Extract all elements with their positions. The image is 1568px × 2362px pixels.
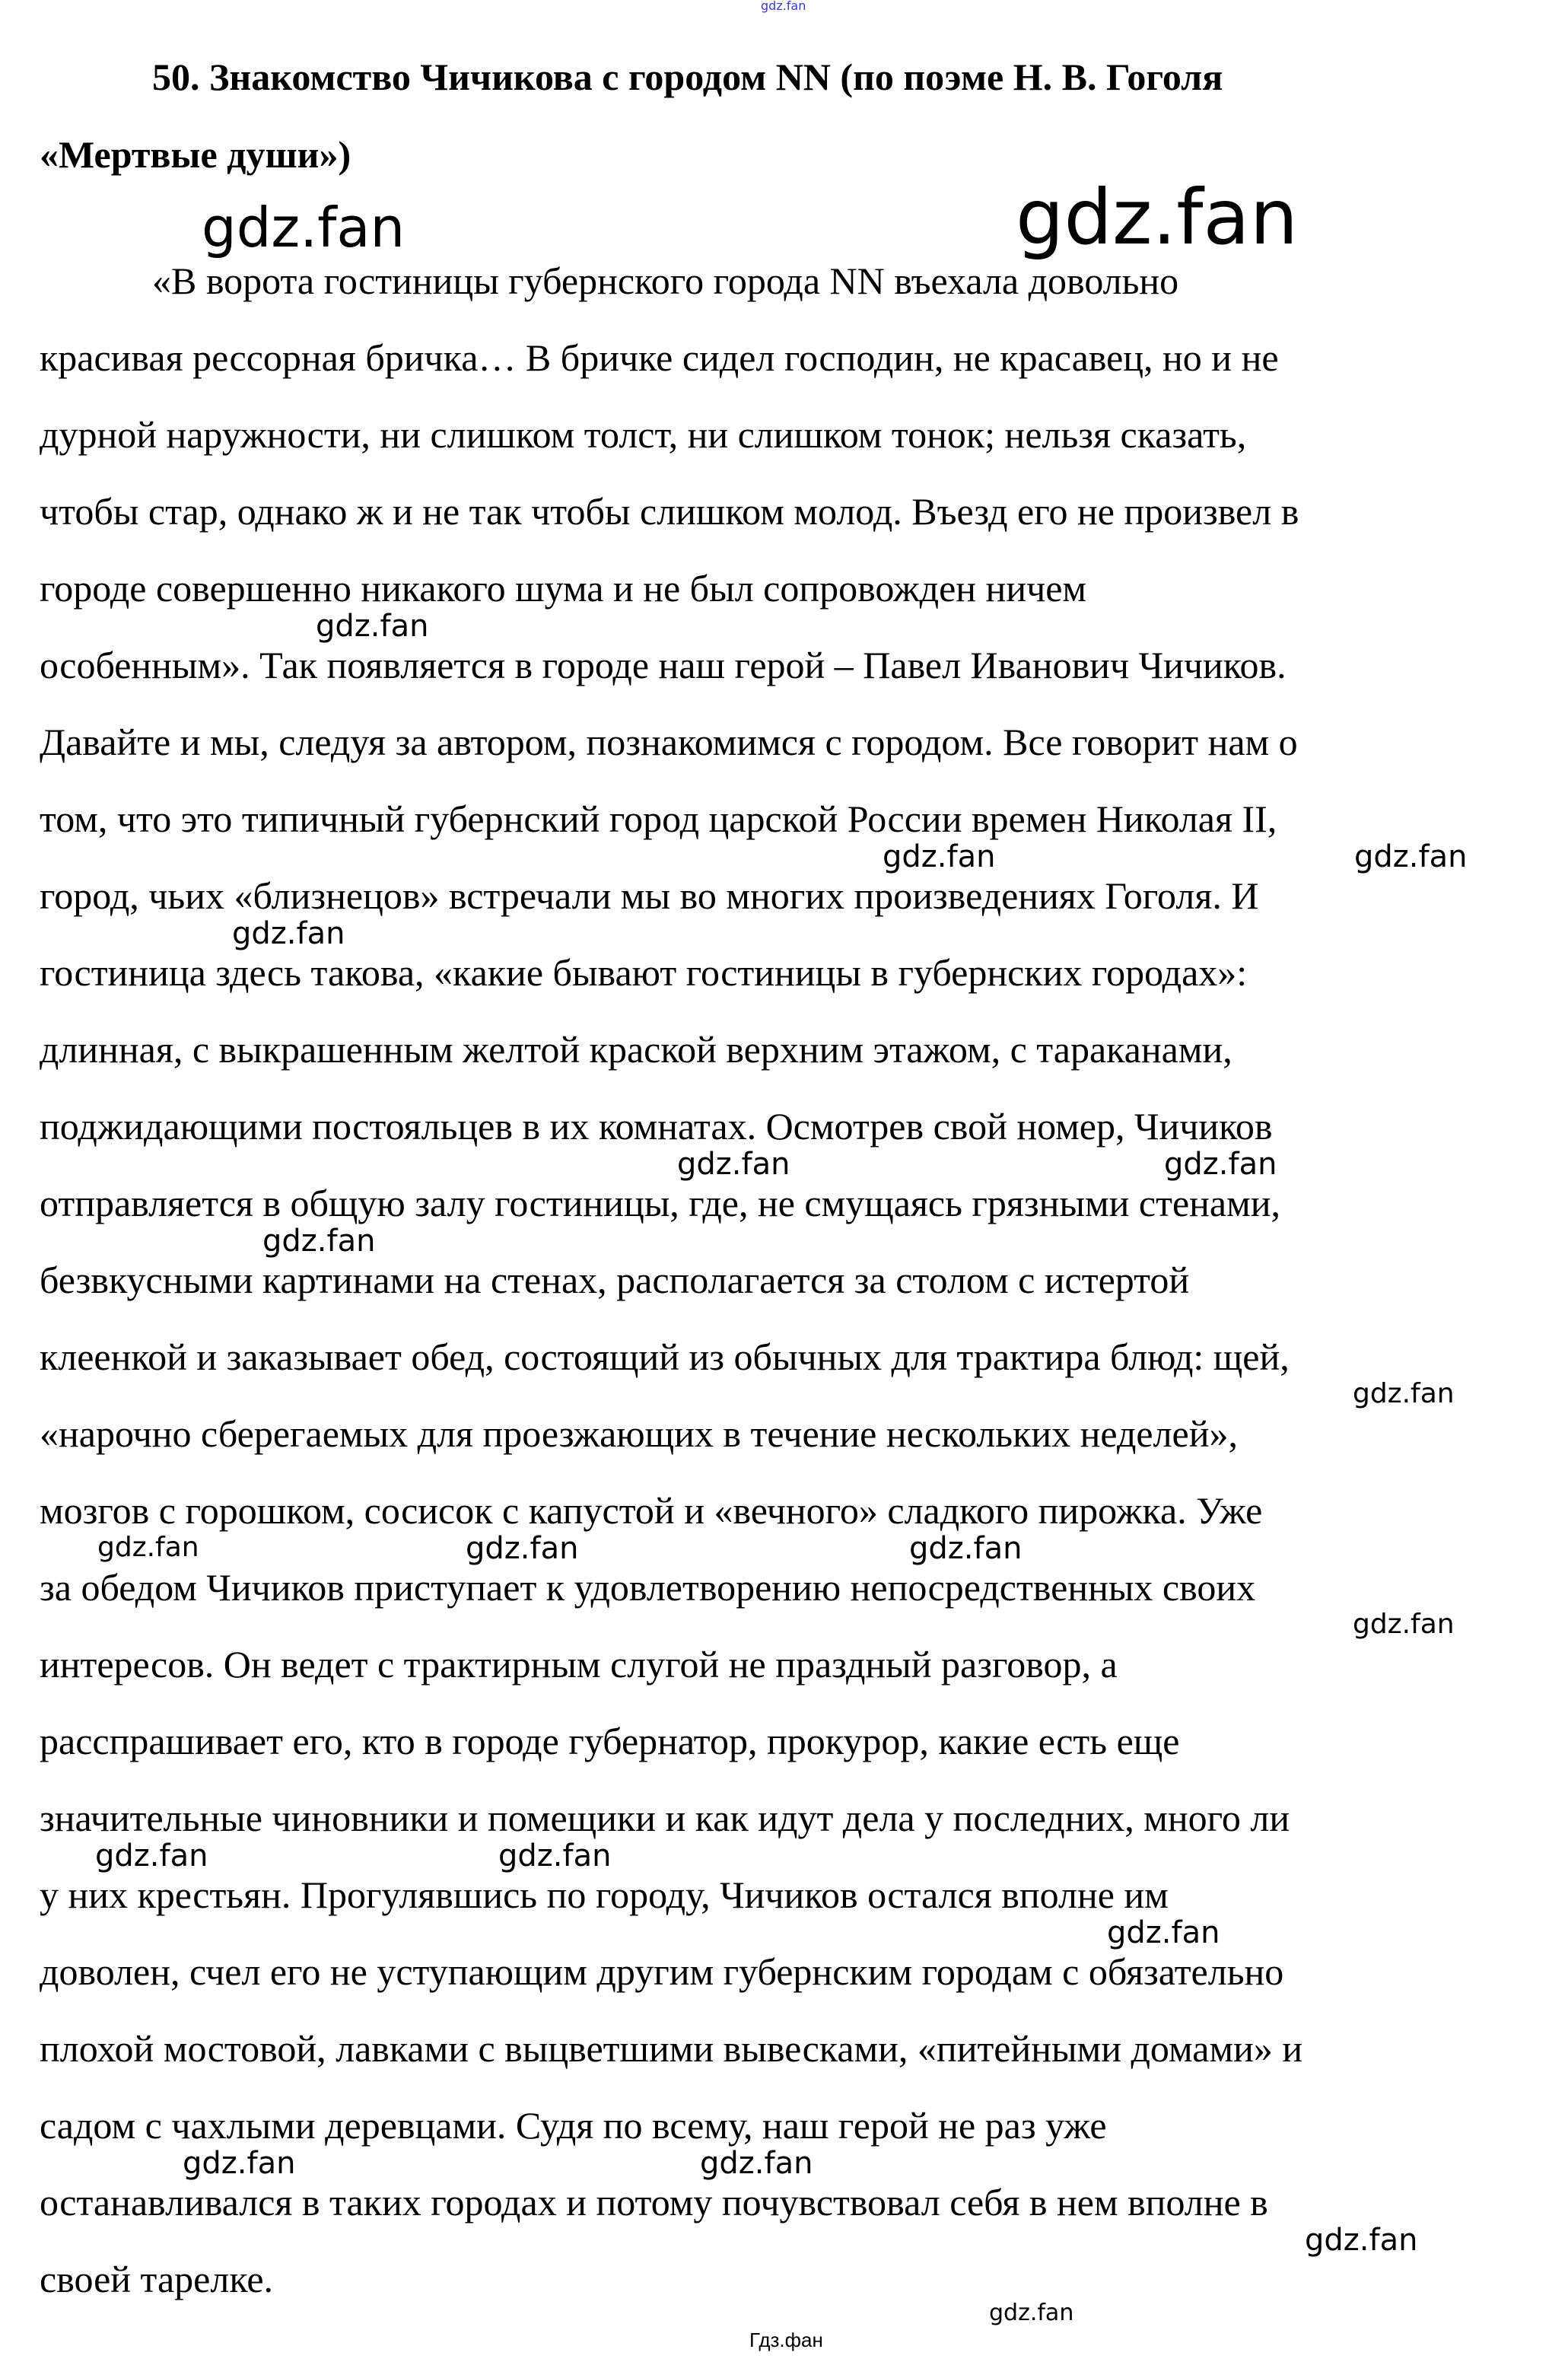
body-line: том, что это типичный губернский город царской России времен Николая II, [40, 797, 1277, 840]
watermark: gdz.fan [677, 1147, 790, 1182]
watermark: gdz.fan [498, 1838, 612, 1873]
watermark: gdz.fan [97, 1532, 199, 1563]
watermark: gdz.fan [909, 1531, 1023, 1566]
body-line: длинная, с выкрашенным желтой краской верхним этажом, с тараканами, [40, 1028, 1232, 1071]
watermark: gdz.fan [183, 2146, 296, 2181]
watermark: gdz.fan [883, 839, 996, 874]
watermark: gdz.fan [95, 1838, 208, 1873]
body-line: доволен, счел его не уступающим другим губернским городам с обязательно [40, 1950, 1284, 1993]
body-line: мозгов с горошком, сосисок с капустой и «вечного» сладкого пирожка. Уже [40, 1489, 1263, 1532]
watermark: gdz.fan [316, 609, 429, 644]
watermark: gdz.fan [232, 916, 345, 951]
watermark: gdz.fan [262, 1224, 376, 1259]
body-line: за обедом Чичиков приступает к удовлетворению непосредственных своих [40, 1566, 1256, 1609]
watermark: gdz.fan [1353, 1609, 1455, 1640]
body-line: гостиница здесь такова, «какие бывают гостиницы в губернских городах»: [40, 951, 1248, 994]
watermark: gdz.fan [989, 2300, 1074, 2326]
body-line: у них крестьян. Прогулявшись по городу, Чичиков остался вполне им [40, 1873, 1169, 1916]
body-line: чтобы стар, однако ж и не так чтобы слишком молод. Въезд его не произвел в [40, 490, 1299, 533]
body-line: расспрашивает его, кто в городе губернатор, прокурор, какие есть еще [40, 1720, 1180, 1762]
watermark: gdz.fan [1353, 1378, 1455, 1409]
watermark: gdz.fan [1354, 839, 1468, 874]
body-line: плохой мостовой, лавками с выцветшими вывесками, «питейными домами» и [40, 2027, 1303, 2070]
watermark: gdz.fan [1107, 1915, 1220, 1950]
body-line: дурной наружности, ни слишком толст, ни слишком тонок; нельзя сказать, [40, 413, 1247, 456]
page-footer: Гдз.фан [749, 2329, 823, 2351]
body-line: городе совершенно никакого шума и не был сопровожден ничем [40, 567, 1087, 610]
body-line: клеенкой и заказывает обед, состоящий из обычных для трактира блюд: щей, [40, 1335, 1290, 1378]
watermark: gdz.fan [466, 1531, 579, 1566]
body-line: Давайте и мы, следуя за автором, познакомимся с городом. Все говорит нам о [40, 721, 1298, 763]
header-watermark: gdz.fan [761, 0, 806, 13]
body-line: «нарочно сберегаемых для проезжающих в течение нескольких неделей», [40, 1412, 1238, 1455]
body-line: значительные чиновники и помещики и как идут дела у последних, много ли [40, 1797, 1290, 1839]
body-line: садом с чахлыми деревцами. Судя по всему, наш герой не раз уже [40, 2104, 1107, 2147]
watermark: gdz.fan [700, 2146, 813, 2181]
body-line: безвкусными картинами на стенах, располагается за столом с истертой [40, 1259, 1190, 1301]
title-line-2: «Мертвые души») [40, 133, 351, 176]
watermark: gdz.fan [1305, 2223, 1418, 2258]
body-line: поджидающими постояльцев в их комнатах. Осмотрев свой номер, Чичиков [40, 1105, 1273, 1148]
body-line: красивая рессорная бричка… В бричке сидел господин, не красавец, но и не [40, 336, 1279, 379]
body-line: город, чьих «близнецов» встречали мы во многих произведениях Гоголя. И [40, 874, 1259, 917]
body-line: «В ворота гостиницы губернского города NN въехала довольно [152, 259, 1179, 302]
watermark: gdz.fan [1016, 173, 1299, 262]
body-line: особенным». Так появляется в городе наш герой – Павел Иванович Чичиков. [40, 644, 1287, 686]
body-line: отправляется в общую залу гостиницы, где, не смущаясь грязными стенами, [40, 1182, 1281, 1224]
body-line: останавливался в таких городах и потому почувствовал себя в нем вполне в [40, 2181, 1268, 2224]
title-line-1: 50. Знакомство Чичикова с городом NN (по поэме Н. В. Гоголя [152, 56, 1223, 98]
watermark: gdz.fan [1164, 1147, 1277, 1182]
body-line: своей тарелке. [40, 2258, 274, 2300]
body-line: интересов. Он ведет с трактирным слугой не праздный разговор, а [40, 1643, 1118, 1686]
watermark: gdz.fan [202, 196, 406, 259]
